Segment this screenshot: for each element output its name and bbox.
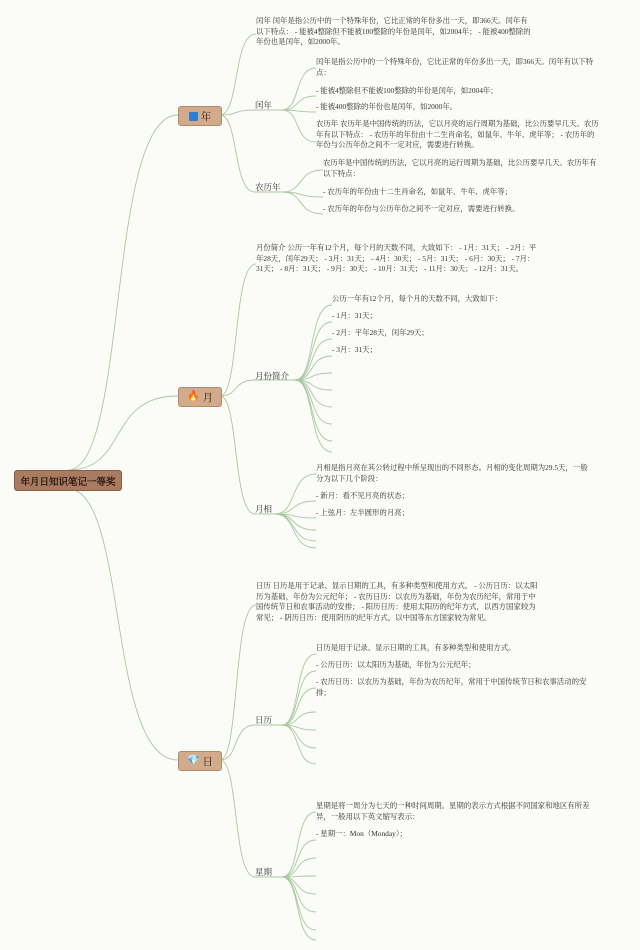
edge-root-day — [68, 489, 178, 760]
edge-leap-4 — [282, 110, 316, 142]
edge-week-3 — [282, 858, 316, 877]
year-summary: 闰年 闰年是指公历中的一个特殊年份，它比正常的年份多出一天，即366天。闰年有以下特点： - 能被4整除但不能被100整除的年份是闰年，如2004年； - 能被400整除的年份也是闰年，如2000年。 — [256, 16, 531, 47]
edge-month-phase — [220, 396, 255, 514]
branch-month[interactable] — [178, 387, 222, 407]
edge-month-intro — [220, 380, 255, 396]
edge-phase-1 — [275, 474, 316, 514]
edge-leap-2 — [282, 96, 316, 110]
month-intro-label[interactable]: 月份简介 — [255, 371, 290, 381]
moon-phase-label[interactable]: 月相 — [255, 504, 273, 514]
edge-week-1 — [282, 812, 316, 877]
gem-icon: 💎 — [187, 755, 200, 766]
lunar-item-3: - 农历年的年份与公历年份之间不一定对应，需要进行转换。 — [323, 204, 520, 213]
edge-intro-2 — [295, 322, 332, 380]
phase-item-2: - 新月：看不见月亮的状态； — [316, 491, 409, 500]
leap-year-label[interactable]: 闰年 — [255, 100, 273, 110]
edge-week-7 — [282, 877, 316, 930]
leap-item-1: 闰年是指公历中的一个特殊年份，它比正常的年份多出一天，即366天。闰年有以下特点： — [316, 57, 594, 77]
edge-calendar-1 — [282, 654, 316, 725]
branch-month-label: 月 — [202, 391, 213, 404]
root-node[interactable]: 年月日知识笔记一等奖 — [14, 470, 122, 491]
edge-month-summary — [220, 264, 256, 396]
edge-year-lunar — [220, 115, 255, 192]
intro-item-4: - 3月：31天； — [332, 345, 377, 354]
leap-item-2: - 能被4整除但不能被100整除的年份是闰年，如2004年； — [316, 86, 498, 95]
intro-item-1: 公历一年有12个月，每个月的天数不同，大致如下： — [332, 294, 502, 303]
phase-item-3: - 上弦月：左半圆形的月亮； — [316, 508, 409, 517]
edge-year-summary — [220, 34, 256, 115]
lunar-item-1: 农历年是中国传统的历法，它以月亮的运行周期为基础，比公历要早几天。农历年有以下特点： — [323, 158, 597, 178]
intro-item-3: - 2月：平年28天，闰年29天； — [332, 328, 429, 337]
intro-item-2: - 1月：31天； — [332, 311, 377, 320]
month-summary: 月份简介 公历一年有12个月，每个月的天数不同，大致如下： - 1月：31天； - 2月：平年28天，闰年29天； - 3月：31天； - 4月：30天； - 5月：31天； - 6月：30天； - 7月：31天； - 8月：31天； - 9月：30天； - 10月：31天； - 11月：30天； - 12月：31天。 — [256, 243, 537, 274]
edge-root-year — [68, 115, 178, 470]
calendar-label[interactable]: 日历 — [255, 715, 273, 725]
edge-lunar-1 — [282, 170, 323, 192]
edge-intro-7 — [295, 380, 332, 407]
lunar-year-label[interactable]: 农历年 — [255, 182, 281, 192]
calendar-item-1: 日历是用于记录、显示日期的工具，有多种类型和使用方式。 — [316, 643, 516, 652]
edge-phase-6 — [275, 514, 316, 548]
branch-day-label: 日 — [202, 755, 213, 768]
branch-year[interactable] — [178, 106, 222, 126]
blue-square-icon — [189, 112, 198, 121]
edge-calendar-6 — [282, 725, 316, 748]
branch-year-label: 年 — [200, 110, 212, 123]
leap-item-3: - 能被400整除的年份也是闰年，如2000年。 — [316, 102, 458, 111]
edge-day-week — [220, 760, 255, 877]
edge-intro-1 — [295, 305, 332, 380]
calendar-item-3: - 农历日历：以农历为基础，年份为农历纪年，常用于中国传统节日和农事活动的安排； — [316, 677, 587, 697]
edge-phase-2 — [275, 501, 316, 514]
lunar-summary: 农历年 农历年是中国传统的历法，它以月亮的运行周期为基础，比公历要早几天。农历年有以下特点： - 农历年的年份由十二生肖命名，如鼠年、牛年、虎年等； - 农历年的年份与公历年份之间不一定对应，需要进行转换。 — [316, 119, 599, 150]
edge-day-summary — [220, 605, 256, 760]
phase-item-1: 月相是指月亮在其公转过程中所呈现出的不同形态。月相的变化周期为29.5天，一般分为以下几个阶段： — [316, 463, 588, 483]
week-label[interactable]: 星期 — [255, 867, 273, 877]
edge-intro-9 — [295, 380, 332, 441]
edge-leap-1 — [282, 68, 316, 110]
week-item-1: 星期是将一周分为七天的一种时间周期。星期的表示方式根据不同国家和地区有所差异，一般用以下英文缩写表示： — [316, 801, 590, 821]
fire-icon: 🔥 — [187, 391, 200, 402]
lunar-item-2: - 农历年的年份由十二生肖命名，如鼠年、牛年、虎年等； — [323, 187, 513, 196]
day-summary: 日历 日历是用于记录、显示日期的工具，有多种类型和使用方式。 - 公历日历：以太阳历为基础，年份为公元纪年； - 农历日历：以农历为基础，年份为农历纪年，常用于中国传统节日和农事活动的安排； - 阳历日历：使用太阳历的纪年方式，以西方国家较为常见； - 阴历日历：使用阴历的纪年方式，以中国等东方国家较为常见。 — [256, 581, 538, 622]
edge-calendar-7 — [282, 725, 316, 764]
branch-day[interactable] — [178, 751, 222, 771]
calendar-item-2: - 公历日历：以太阳历为基础，年份为公元纪年； — [316, 660, 476, 669]
week-item-2: - 星期一：Mon（Monday）； — [316, 829, 407, 838]
